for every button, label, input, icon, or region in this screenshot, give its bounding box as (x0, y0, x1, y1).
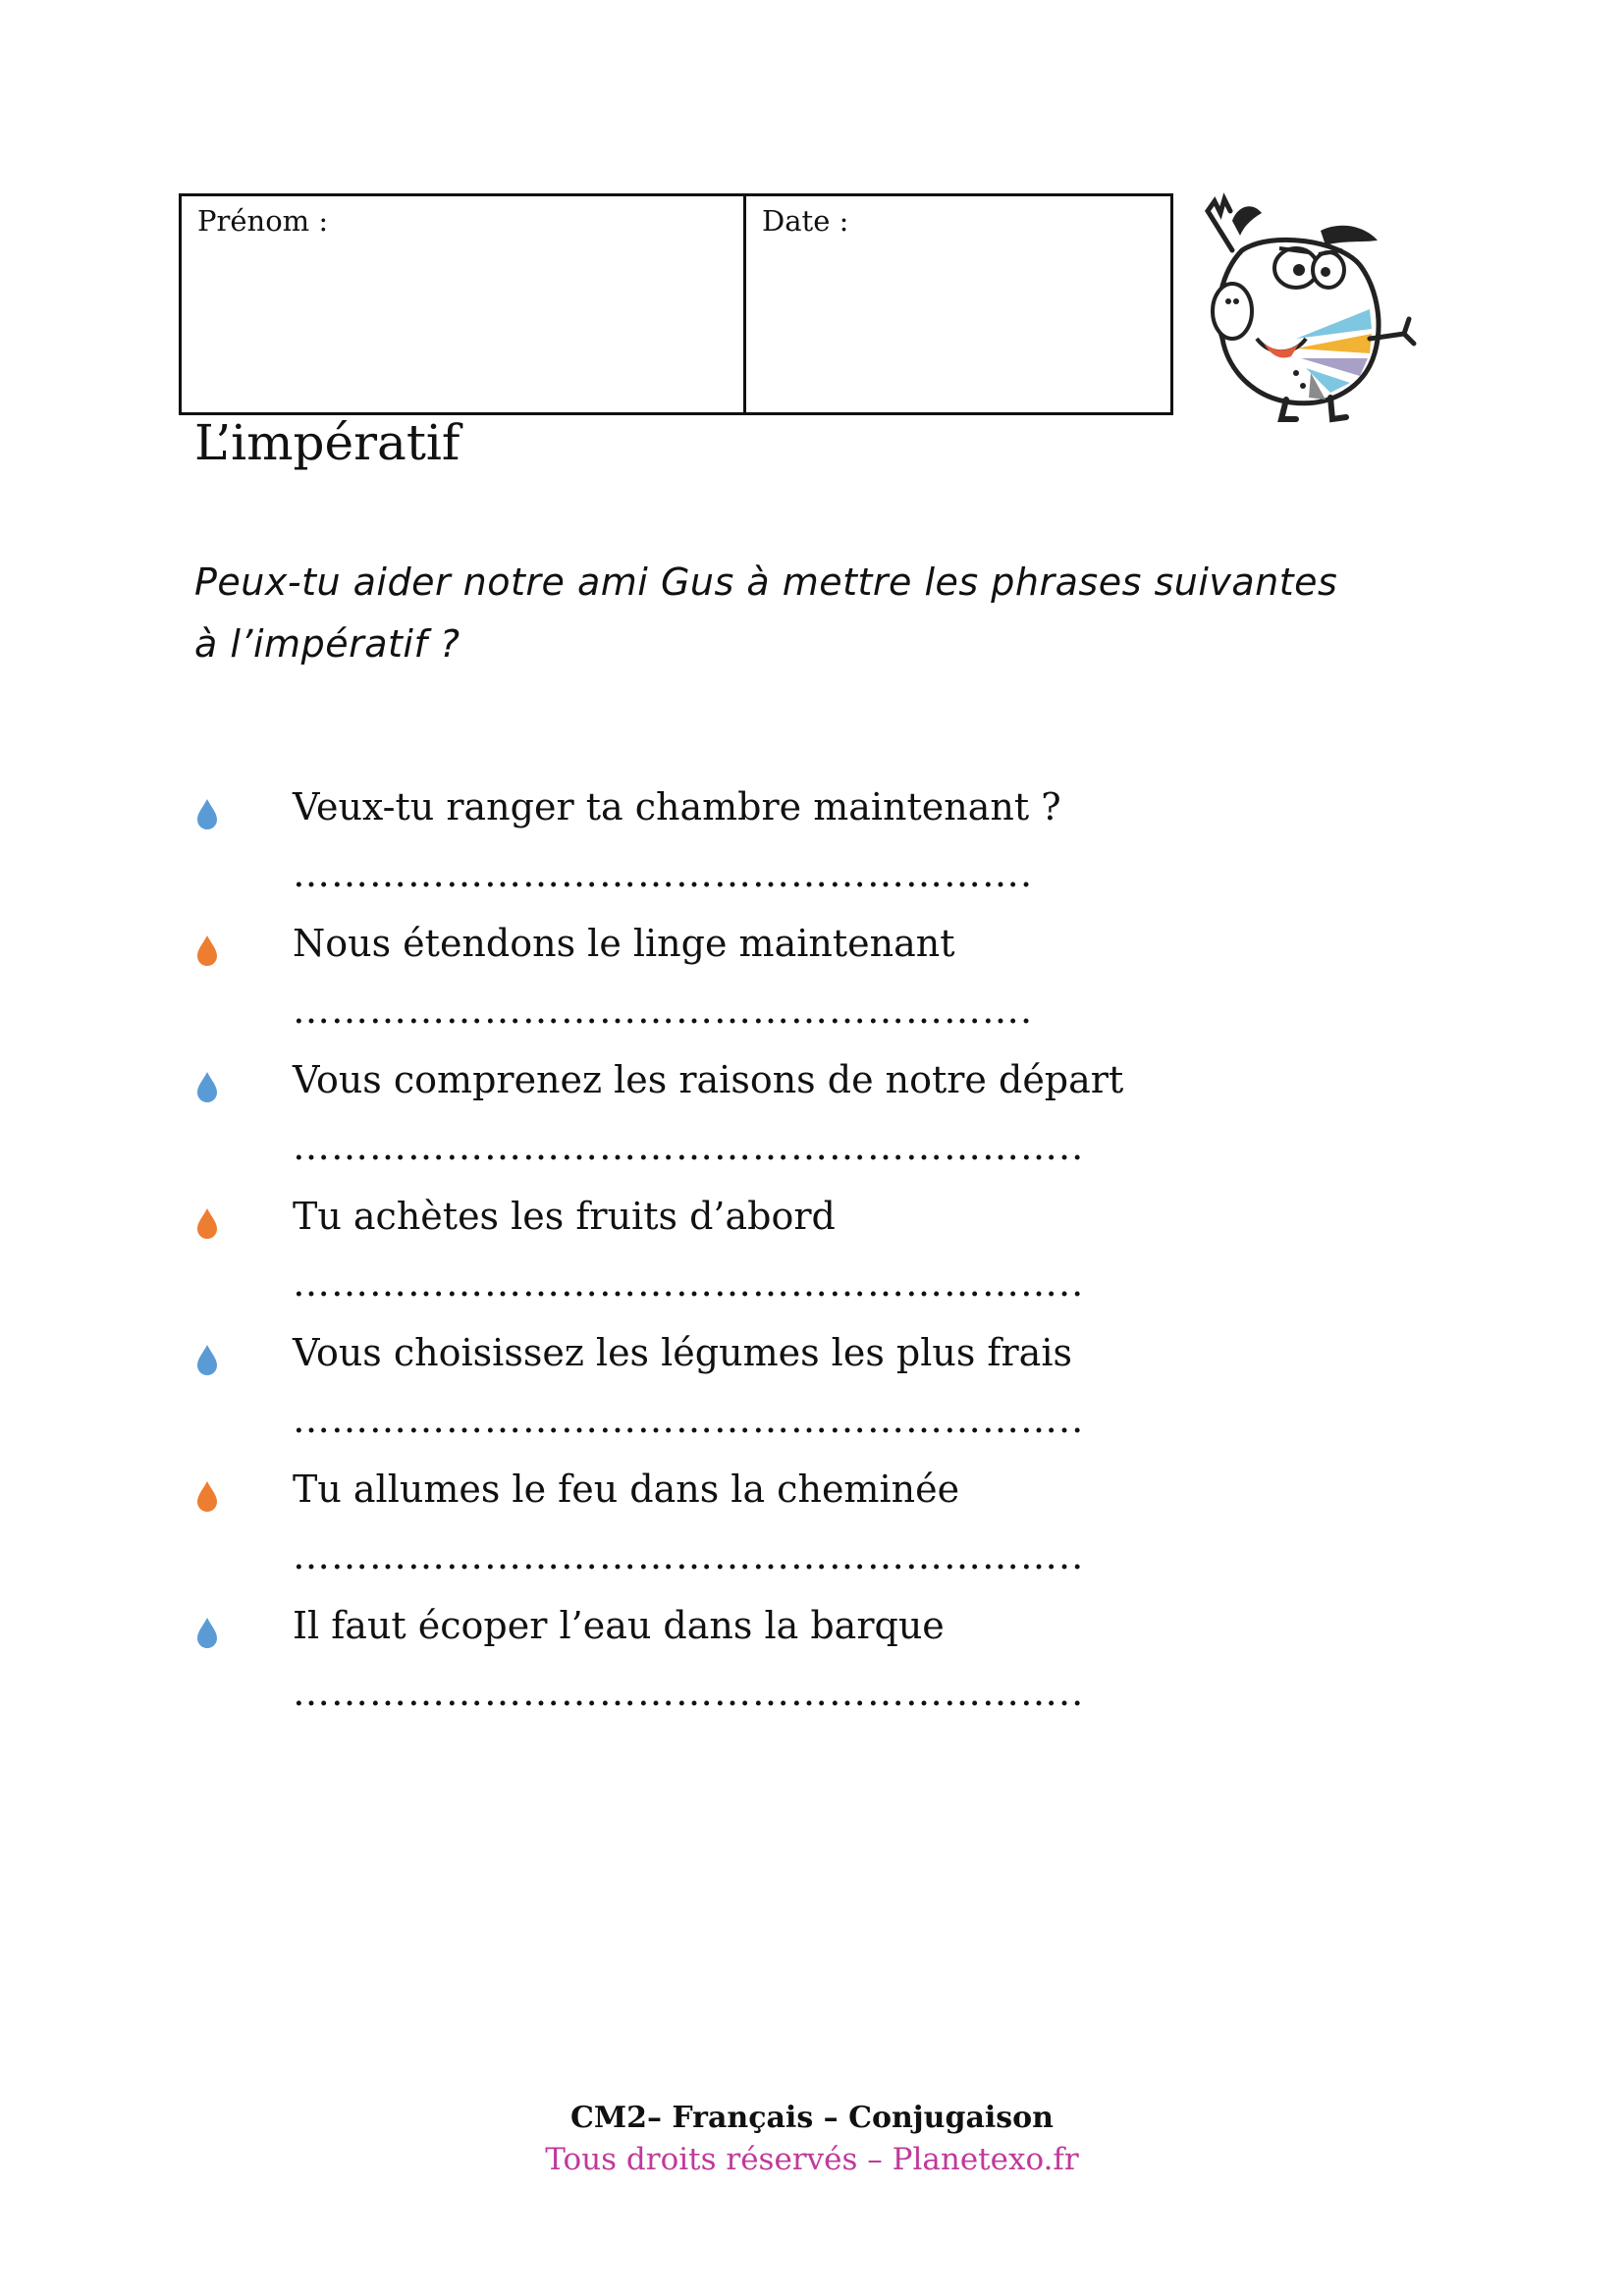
exercise-sentence: Tu achètes les fruits d’abord (293, 1195, 836, 1238)
drop-bullet-icon (194, 1206, 220, 1240)
answer-line[interactable]: …………………………………………………….. (293, 1398, 1085, 1441)
exercise-item (0, 785, 1624, 923)
answer-line[interactable]: …………………………………………………. (293, 988, 1034, 1032)
exercise-item (0, 1604, 1624, 1741)
answer-line[interactable]: …………………………………………………….. (293, 1534, 1085, 1577)
footer-course: CM2– Français – Conjugaison (570, 2101, 1054, 2135)
instruction-line-1: Peux-tu aider notre ami Gus à mettre les phrases suivantes (194, 561, 1338, 604)
exercise-sentence: Il faut écoper l’eau dans la barque (293, 1604, 945, 1647)
exercise-item (0, 1058, 1624, 1196)
exercise-sentence: Nous étendons le linge maintenant (293, 922, 955, 965)
answer-line[interactable]: …………………………………………………….. (293, 1261, 1085, 1305)
drop-bullet-icon (194, 797, 220, 830)
answer-line[interactable]: …………………………………………………….. (293, 1125, 1085, 1168)
footer-rights[interactable]: Tous droits réservés – Planetexo.fr (545, 2142, 1079, 2177)
exercise-sentence: Vous comprenez les raisons de notre départ (293, 1058, 1124, 1101)
name-label: Prénom : (197, 204, 329, 238)
drop-bullet-icon (194, 1343, 220, 1376)
answer-line[interactable]: …………………………………………………….. (293, 1671, 1085, 1714)
exercise-sentence: Vous choisissez les légumes les plus frais (293, 1331, 1072, 1374)
exercise-sentence: Tu allumes le feu dans la cheminée (293, 1468, 960, 1511)
page-title: L’impératif (194, 414, 460, 471)
exercise-sentence: Veux-tu ranger ta chambre maintenant ? (293, 785, 1061, 828)
drop-bullet-icon (194, 1479, 220, 1513)
drop-bullet-icon (194, 934, 220, 967)
instruction-line-2: à l’impératif ? (194, 622, 460, 666)
exercise-item (0, 922, 1624, 1059)
drop-bullet-icon (194, 1070, 220, 1103)
answer-line[interactable]: …………………………………………………. (293, 852, 1034, 895)
exercise-item (0, 1468, 1624, 1605)
drop-bullet-icon (194, 1616, 220, 1649)
exercise-item (0, 1195, 1624, 1332)
date-label: Date : (762, 204, 849, 238)
exercise-item (0, 1331, 1624, 1468)
